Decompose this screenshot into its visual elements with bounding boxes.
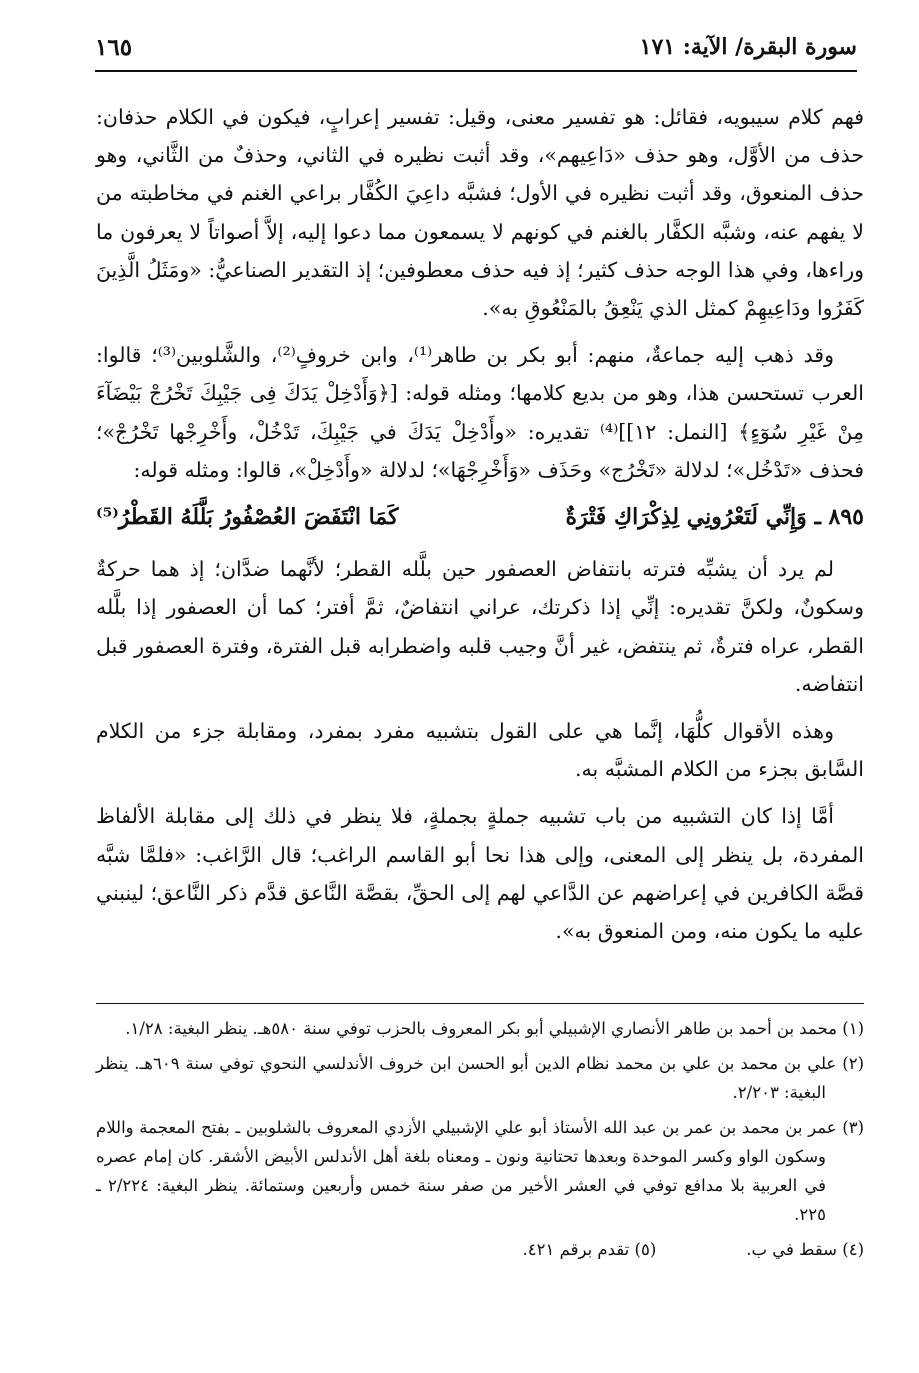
verse-first-hemistich — [565, 498, 864, 536]
poetry-verse — [96, 498, 864, 536]
footnote-5: (٥) تقدم برقم ٤٢١. — [522, 1240, 657, 1259]
footnotes — [96, 1003, 864, 1264]
footnote-4: (٤) سقط في ب. — [746, 1240, 864, 1259]
paragraph-5: أمَّا إذا كان التشبيه من باب تشبيه جملةٍ بجملةٍ، فلا ينظر في ذلك إلى مقابلة الألفاظ المفردة، بل ينظر إلى المعنى، وإلى هذا نحا أبو القاسم الراغب؛ قال الرَّاغب: «فلمَّا شبَّه قصَّة الكافرين في إعراضهم عن الدَّاعي لهم إلى الحقِّ، بقصَّة النَّاعق قدَّم ذكر النَّاعق؛ لينبني عليه ما يكون منه، ومن المنعوق به». — [96, 804, 864, 944]
paragraph-1: فهم كلام سيبويه، فقائل: هو تفسير معنى، وقيل: تفسير إعرابٍ، فيكون في الكلام حذفان: حذف من الأوَّل، وهو حذف «دَاعِيهم»، وقد أثبت نظيره في الثاني، وحذفٌ من الثَّاني، وهو حذف المنعوق، وقد أثبت نظيره في الأول؛ فشبَّه داعِيَ الكُفَّار براعي الغنم في مخاطبته من لا يفهم عنه، وشبَّه الكفَّار بالغنم في كونهم لا يسمعون مما دعوا إليه، إلاَّ أصواتاً لا يعرفون ما وراءها، وفي هذا الوجه حذف كثير؛ إذ فيه حذف معطوفين؛ إذ التقدير الصناعيُّ: «ومَثَلُ الَّذِينَ كَفَرُوا ودَاعِيهِمْ كمثل الذي يَنْعِقُ بالمَنْعُوقِ به». — [96, 105, 864, 321]
verse-number: ٨٩٥ ـ — [814, 504, 864, 531]
main-text — [96, 98, 864, 959]
paragraph-2: وقد ذهب إليه جماعةٌ، منهم: أبو بكر بن طاهر⁽¹⁾، وابن خروفٍ⁽²⁾، والشَّلوبين⁽³⁾؛ قالوا: العرب تستحسن هذا، وهو من بديع كلامها؛ ومثله قوله: [﴿وَأَدْخِلْ يَدَكَ فِى جَيْبِكَ تَخْرُجْ بَيْضَآءَ مِنْ غَيْرِ سُوٓءٍ﴾ [النمل: ١٢]]⁽⁴⁾ تقديره: «وأَدْخِلْ يَدَكَ في جَيْبِكَ، تَدْخُلْ، وأَخْرِجْها تَخْرُجْ»؛ فحذف «تَدْخُل»؛ لدلالة «تَخْرُج» وحَذَف «وَأَخْرِجْهَا»؛ لدلالة «وأَدْخِلْ»، قالوا: ومثله قوله: — [96, 343, 864, 482]
footnote-2: (٢) علي بن محمد بن علي بن محمد نظام الدين أبو الحسن ابن خروف الأندلسي النحوي توفي سنة ٦٠٩هـ. ينظر البغية: ٢/٢٠٣. — [96, 1054, 864, 1102]
running-header — [95, 34, 857, 72]
verse-first-text: وَإِنِّي لَتَعْرُونِي لِذِكْرَاكِ فَتْرَةٌ — [565, 504, 807, 531]
paragraph-4: وهذه الأقوال كلُّهَا، إنَّما هي على القول بتشبيه مفرد بمفرد، ومقابلة جزء من الكلام السَّابق بجزء من الكلام المشبَّه به. — [96, 719, 864, 782]
footnote-3: (٣) عمر بن محمد بن عمر بن عبد الله الأستاذ أبو علي الإشبيلي الأزدي المعروف بالشلوبين ـ بفتح المعجمة واللام وسكون الواو وكسر الموحدة وبعدها تحتانية ونون ـ ومعناه بلغة أهل الأندلس الأبيض الأشقر. كان إمام عصره في العربية بلا مدافع توفي في العشر الأخير من صفر سنة خمس وأربعين وستمائة. ينظر البغية: ٢/٢٢٤ ـ ٢٢٥. — [96, 1118, 864, 1224]
surah-reference: سورة البقرة/ الآية: ١٧١ — [639, 34, 857, 60]
page-number: ١٦٥ — [95, 34, 133, 61]
footnote-1: (١) محمد بن أحمد بن طاهر الأنصاري الإشبيلي أبو بكر المعروف بالحزب توفي سنة ٥٨٠هـ. ينظر البغية: ١/٢٨. — [125, 1019, 864, 1038]
verse-second-hemistich: كَمَا انْتَفَضَ العُصْفُورُ بَلَّلَهُ القَطْرُ⁽⁵⁾ — [96, 504, 399, 531]
paragraph-3: لم يرد أن يشبِّه فترته بانتفاض العصفور حين بلَّله القطر؛ لأنَّهما ضدَّان؛ إذ هما حركةٌ وسكونٌ، ولكنَّ تقديره: إنِّي إذا ذكرتك، عراني انتفاضٌ، ثمَّ أفتر؛ كما أن العصفور إذا بلَّله القطر، عراه فترةٌ، ثم ينتفض، غير أنَّ وجيب قلبه واضطرابه قبل الفترة، وفترة العصفور قبل انتفاضه. — [96, 557, 864, 696]
footnote-row — [96, 1235, 864, 1264]
